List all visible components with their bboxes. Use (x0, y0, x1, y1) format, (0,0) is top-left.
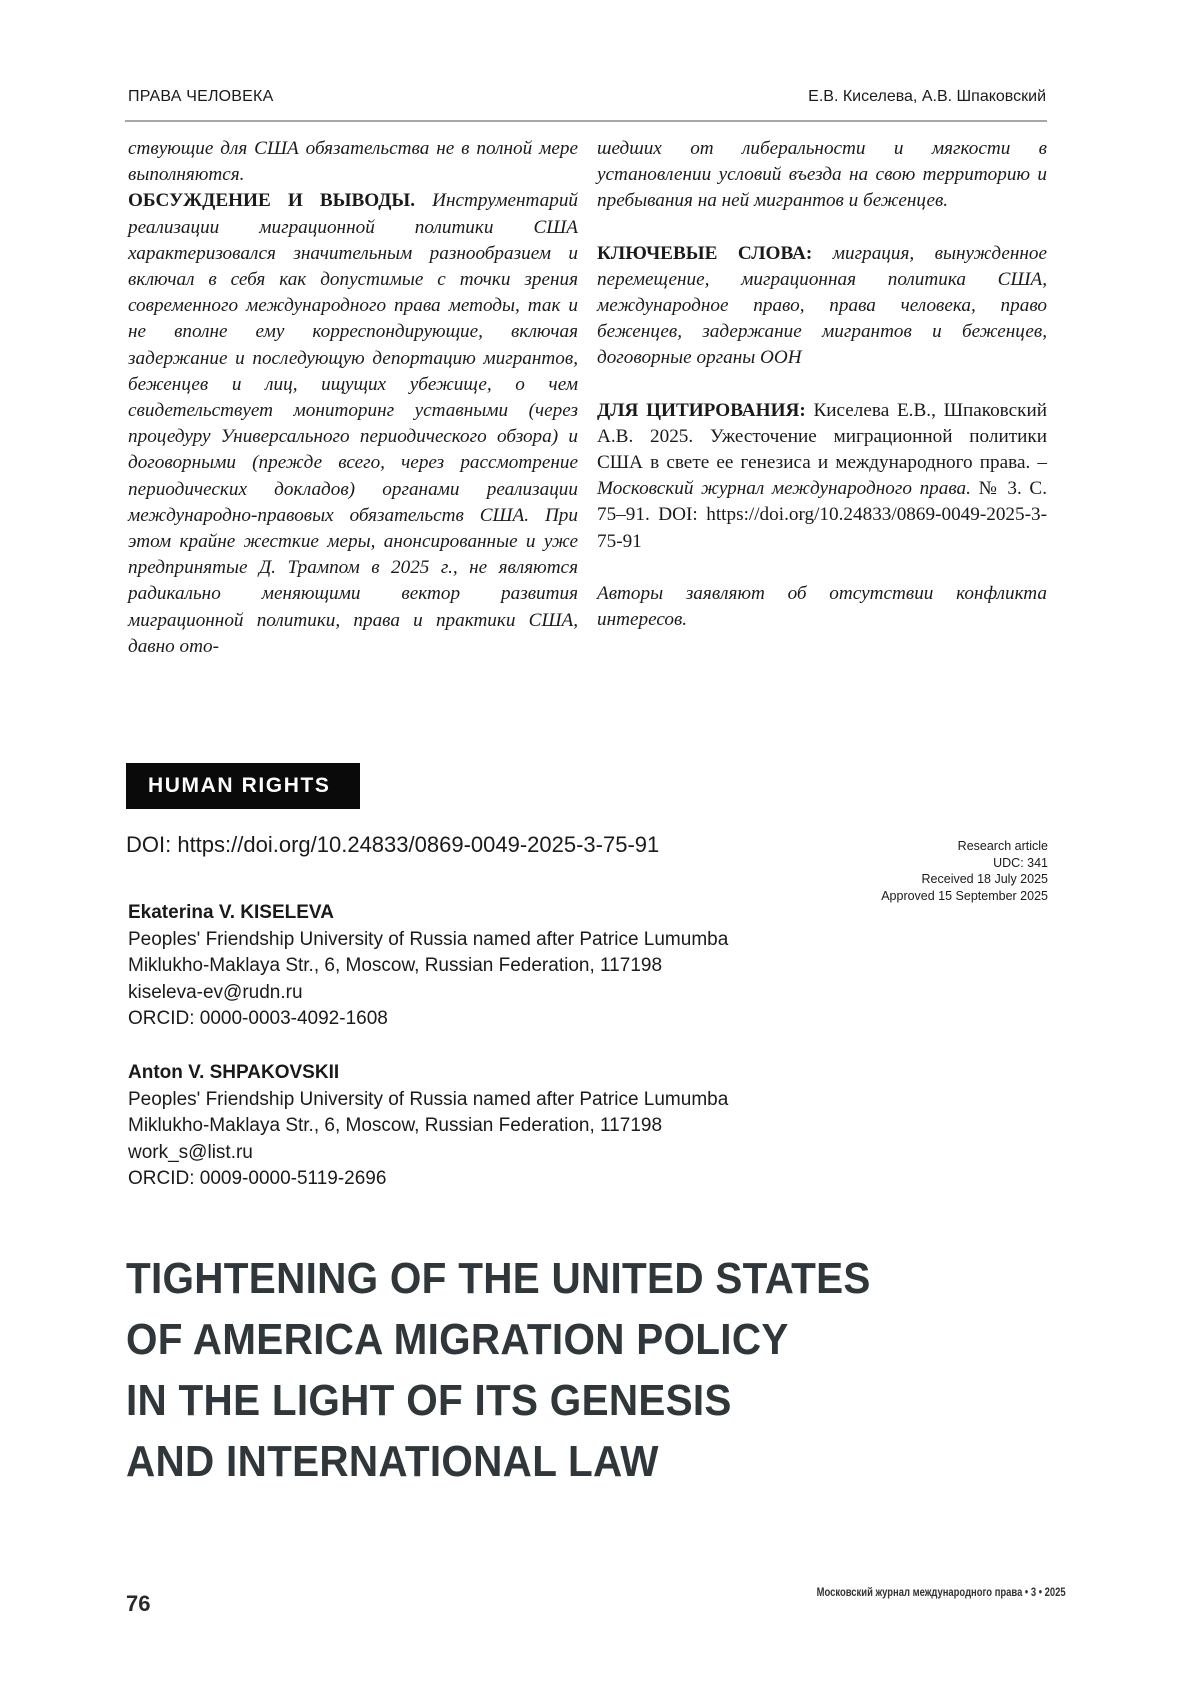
paragraph-conclusion: шедших от либеральности и мягкости в установлении условий въезда на свою территорию и пребывания на ней мигрантов и беженцев. (597, 138, 1047, 212)
author-block (128, 1060, 728, 1193)
conflict-statement: Авторы заявляют об отсутствии конфликта интересов. (597, 582, 1047, 631)
keywords-label: КЛЮЧЕВЫЕ СЛОВА: (597, 242, 813, 264)
keywords-text: миграция, вынужденное перемещение, миграционная политика США, международное право, права человека, право беженцев, задержание мигрантов и беженцев, договорные органы ООН (597, 242, 1047, 369)
discussion-text: Инструментарий реализации миграционной политики США характеризовался значительным разнообразием и включал в себя как допустимые с точки зрения современного международного права методы, так и не вполне ему корреспондирующие, включая задержание и последующую депортацию мигрантов, беженцев и лиц, ищущих убежище, о чем свидетельствует мониторинг уставными (через процедуру Универсального периодического обзора) и договорными (прежде всего, через рассмотрение периодических докладов) органами реализации международно-правовых обязательств США. При этом крайне жесткие меры, анонсированные и уже предпринятые Д. Трампом в 2025 г., не являются радикально меняющими вектор развития миграционной политики, права и практики США, давно ото- (128, 190, 579, 657)
article-title (126, 1248, 871, 1492)
doi-link[interactable]: DOI: https://doi.org/10.24833/0869-0049-2025-3-75-91 (126, 832, 660, 857)
paragraph-continuation: ствующие для США обязательства не в полной мере выполняются. (128, 138, 578, 186)
author-affiliation: Peoples' Friendship University of Russia named after Patrice Lumumba (128, 1088, 729, 1110)
running-head (128, 88, 1046, 110)
article-type: Research article (957, 839, 1048, 853)
author-orcid: ORCID: 0009-0000-5119-2696 (128, 1168, 387, 1189)
page-number: 76 (126, 1591, 151, 1616)
author-address: Miklukho-Maklaya Str., 6, Moscow, Russian Federation, 117198 (128, 955, 663, 976)
section-name: ПРАВА ЧЕЛОВЕКА (128, 88, 274, 105)
citation-text: Киселева Е.В., Шпаковский А.В. 2025. Ужесточение миграционной политики США в свете ее генезиса и международного права. – (597, 399, 1047, 474)
header-authors: Е.В. Киселева, А.В. Шпаковский (808, 88, 1046, 105)
header-rule (125, 120, 1047, 122)
author-affiliation: Peoples' Friendship University of Russia named after Patrice Lumumba (128, 928, 729, 950)
udc: UDC: 341 (993, 855, 1048, 870)
title-line: OF AMERICA MIGRATION POLICY (126, 1315, 789, 1364)
left-column (128, 136, 578, 660)
title-line: IN THE LIGHT OF ITS GENESIS (126, 1376, 732, 1425)
author-block (128, 900, 728, 1033)
received-date: Received 18 July 2025 (921, 872, 1048, 886)
approved-date: Approved 15 September 2025 (881, 888, 1048, 903)
discussion-paragraph (128, 188, 578, 660)
citation-paragraph (597, 398, 1047, 555)
keywords-paragraph (597, 241, 1047, 372)
article-meta (881, 838, 1048, 904)
author-address: Miklukho-Maklaya Str., 6, Moscow, Russian Federation, 117198 (128, 1115, 663, 1136)
citation-doi[interactable]: № 3. С. 75–91. DOI: https://doi.org/10.24833/0869-0049-2025-3-75-91 (597, 478, 1047, 552)
right-column (597, 136, 1047, 633)
author-name: Anton V. SHPAKOVSKII (128, 1062, 340, 1083)
section-tag: HUMAN RIGHTS (126, 763, 360, 809)
title-line: AND INTERNATIONAL LAW (126, 1437, 659, 1486)
author-email[interactable]: kiseleva-ev@rudn.ru (128, 981, 303, 1003)
discussion-label: ОБСУЖДЕНИЕ И ВЫВОДЫ. (128, 190, 416, 212)
author-name: Ekaterina V. KISELEVA (128, 902, 334, 923)
journal-footer: Московский журнал международного права • 3 • 2025 (817, 1587, 1066, 1599)
title-line: TIGHTENING OF THE UNITED STATES (126, 1254, 871, 1303)
citation-label: ДЛЯ ЦИТИРОВАНИЯ: (597, 399, 806, 421)
author-orcid: ORCID: 0000-0003-4092-1608 (128, 1008, 388, 1029)
citation-journal: Московский журнал международного права. (597, 478, 971, 500)
author-email[interactable]: work_s@list.ru (128, 1141, 253, 1163)
